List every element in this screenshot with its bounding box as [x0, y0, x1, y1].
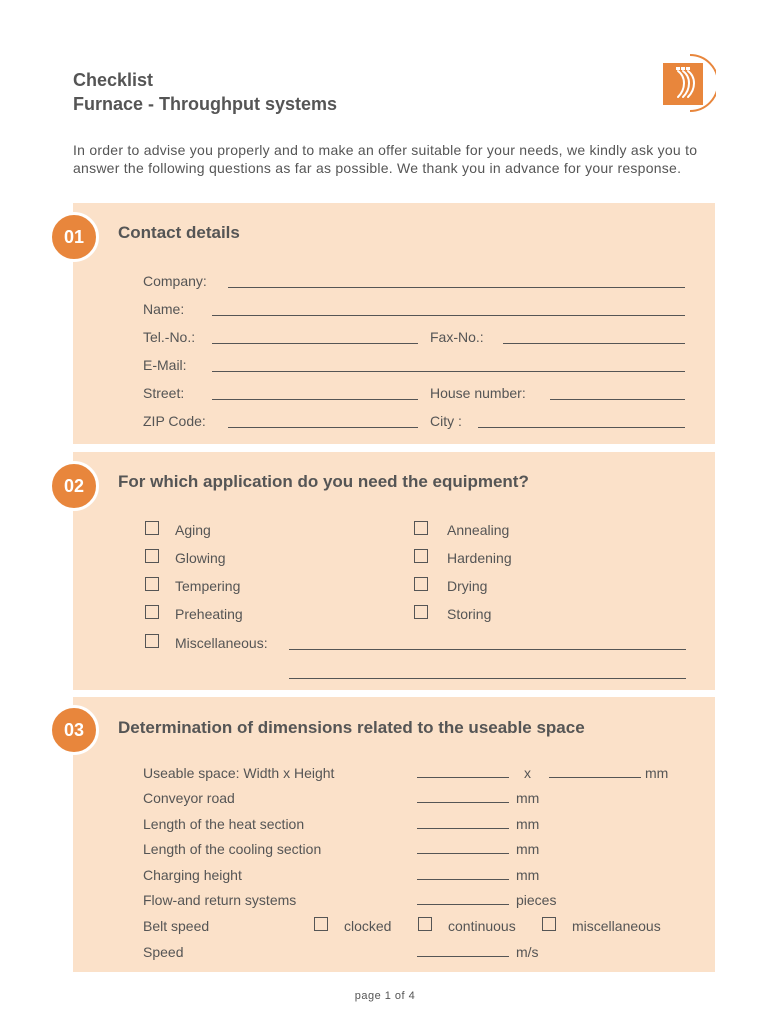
charging-height-label: Charging height [143, 867, 242, 883]
clocked-label: clocked [344, 918, 392, 934]
annealing-label: Annealing [447, 522, 510, 538]
cooling-section-field[interactable] [417, 853, 509, 854]
storing-checkbox[interactable] [414, 605, 428, 619]
conveyor-unit-label: mm [516, 790, 540, 806]
zip-label: ZIP Code: [143, 413, 206, 429]
times-label: x [524, 765, 531, 781]
company-field[interactable] [228, 287, 685, 288]
belt-miscellaneous-checkbox[interactable] [542, 917, 556, 931]
flow-return-label: Flow-and return systems [143, 892, 297, 908]
preheating-checkbox[interactable] [145, 605, 159, 619]
tel-label: Tel.-No.: [143, 329, 196, 345]
page-subtitle: Furnace - Throughput systems [73, 94, 338, 114]
drying-checkbox[interactable] [414, 577, 428, 591]
clocked-checkbox[interactable] [314, 917, 328, 931]
useable-width-field[interactable] [417, 777, 509, 778]
fax-label: Fax-No.: [430, 329, 484, 345]
useable-unit-label: mm [645, 765, 669, 781]
section-title-dimensions: Determination of dimensions related to the useable space [118, 718, 585, 737]
miscellaneous-checkbox[interactable] [145, 634, 159, 648]
heat-section-label: Length of the heat section [143, 816, 305, 832]
email-field[interactable] [212, 371, 685, 372]
city-field[interactable] [478, 427, 685, 428]
charging-unit-label: mm [516, 867, 540, 883]
pieces-unit-label: pieces [516, 892, 557, 908]
speed-unit-label: m/s [516, 944, 539, 960]
company-logo-icon [660, 53, 716, 113]
storing-label: Storing [447, 606, 492, 622]
email-label: E-Mail: [143, 357, 187, 373]
hardening-label: Hardening [447, 550, 512, 566]
page-title: Checklist [73, 70, 154, 90]
section-number-02: 02 [49, 461, 99, 511]
tempering-checkbox[interactable] [145, 577, 159, 591]
hardening-checkbox[interactable] [414, 549, 428, 563]
page-number: page 1 of 4 [354, 990, 416, 1002]
annealing-checkbox[interactable] [414, 521, 428, 535]
zip-field[interactable] [228, 427, 418, 428]
heat-unit-label: mm [516, 816, 540, 832]
aging-label: Aging [175, 522, 211, 538]
belt-speed-label: Belt speed [143, 918, 210, 934]
charging-height-field[interactable] [417, 879, 509, 880]
cooling-unit-label: mm [516, 841, 540, 857]
section-title-contact: Contact details [118, 223, 240, 242]
glowing-label: Glowing [175, 550, 226, 566]
fax-field[interactable] [503, 343, 685, 344]
miscellaneous-field[interactable] [289, 649, 686, 650]
conveyor-road-field[interactable] [417, 802, 509, 803]
street-label: Street: [143, 385, 185, 401]
useable-space-label: Useable space: Width x Height [143, 765, 335, 781]
miscellaneous-field-line2[interactable] [289, 678, 686, 679]
glowing-checkbox[interactable] [145, 549, 159, 563]
miscellaneous-label: Miscellaneous: [175, 635, 268, 651]
intro-text: In order to advise you properly and to make an offer suitable for your needs, we kindly ask you to answer the following questions as far as possible. We thank you in advance for your response. [73, 142, 698, 176]
useable-height-field[interactable] [549, 777, 641, 778]
heat-section-field[interactable] [417, 828, 509, 829]
preheating-label: Preheating [175, 606, 243, 622]
section-title-application: For which application do you need the equipment? [118, 472, 529, 491]
flow-return-field[interactable] [417, 904, 509, 905]
aging-checkbox[interactable] [145, 521, 159, 535]
city-label: City : [430, 413, 462, 429]
speed-label: Speed [143, 944, 184, 960]
continuous-checkbox[interactable] [418, 917, 432, 931]
tel-field[interactable] [212, 343, 418, 344]
tempering-label: Tempering [175, 578, 241, 594]
belt-miscellaneous-label: miscellaneous [572, 918, 661, 934]
drying-label: Drying [447, 578, 488, 594]
conveyor-road-label: Conveyor road [143, 790, 235, 806]
house-number-field[interactable] [550, 399, 685, 400]
speed-field[interactable] [417, 956, 509, 957]
section-number-01: 01 [49, 212, 99, 262]
continuous-label: continuous [448, 918, 516, 934]
name-label: Name: [143, 301, 185, 317]
cooling-section-label: Length of the cooling section [143, 841, 322, 857]
street-field[interactable] [212, 399, 418, 400]
company-label: Company: [143, 273, 207, 289]
section-number-03: 03 [49, 705, 99, 755]
name-field[interactable] [212, 315, 685, 316]
house-number-label: House number: [430, 385, 526, 401]
